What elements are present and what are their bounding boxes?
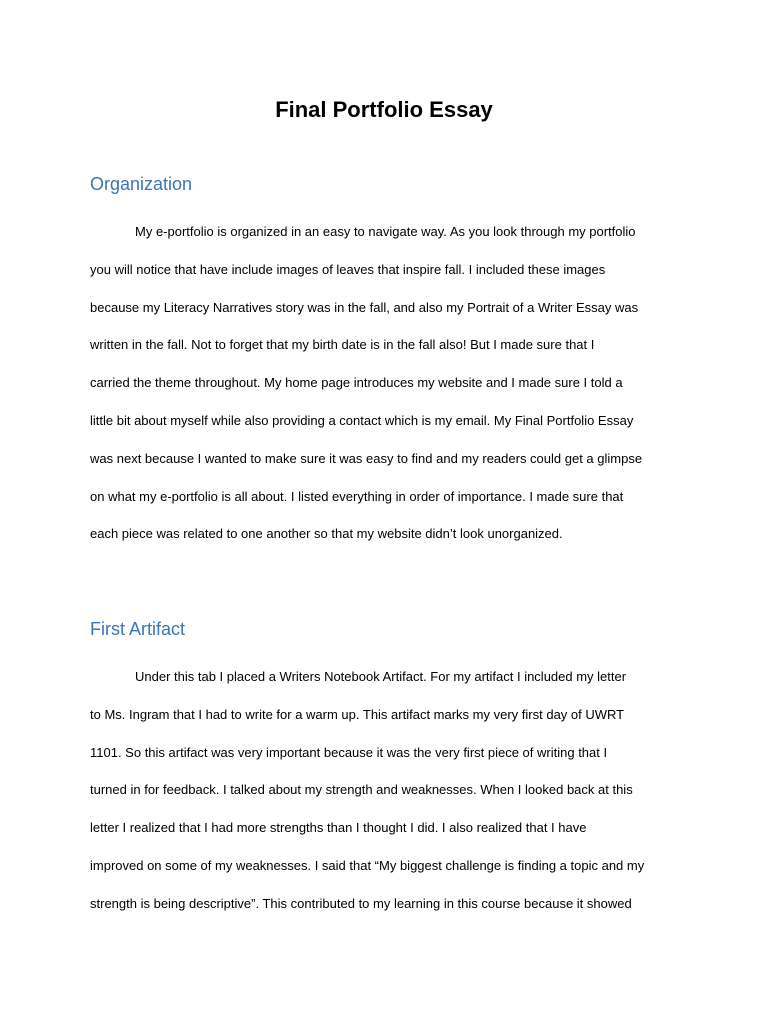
section-body-organization [90, 221, 690, 561]
text-line: turned in for feedback. I talked about my strength and weaknesses. When I looked back at this [90, 782, 633, 798]
text-line: each piece was related to one another so that my website didn’t look unorganized. [90, 526, 563, 542]
text-line: you will notice that have include images of leaves that inspire fall. I included these images [90, 261, 606, 277]
section-heading-organization: Organization [90, 174, 193, 194]
text-line: letter I realized that I had more strengths than I thought I did. I also realized that I have [90, 820, 587, 836]
page-title: Final Portfolio Essay [275, 97, 493, 122]
text-line: 1101. So this artifact was very important because it was the very first piece of writing that I [90, 744, 608, 760]
text-line: Under this tab I placed a Writers Notebook Artifact. For my artifact I included my letter [135, 669, 627, 684]
text-line: was next because I wanted to make sure it was easy to find and my readers could get a glimpse [90, 450, 643, 466]
text-line: written in the fall. Not to forget that my birth date is in the fall also! But I made sure that I [90, 337, 595, 353]
text-line: carried the theme throughout. My home page introduces my website and I made sure I told a [90, 375, 623, 391]
text-line: improved on some of my weaknesses. I said that “My biggest challenge is finding a topic and my [90, 857, 645, 873]
text-line: strength is being descriptive”. This contributed to my learning in this course because it showed [90, 895, 632, 911]
section-body-first-artifact [90, 666, 690, 931]
section-heading-first-artifact: First Artifact [90, 619, 186, 639]
text-line: My e-portfolio is organized in an easy to navigate way. As you look through my portfolio [135, 224, 636, 239]
text-line: on what my e-portfolio is all about. I listed everything in order of importance. I made sure that [90, 488, 624, 504]
text-line: because my Literacy Narratives story was in the fall, and also my Portrait of a Writer Essay was [90, 299, 639, 315]
text-line: to Ms. Ingram that I had to write for a warm up. This artifact marks my very first day of UWRT [90, 706, 625, 722]
text-line: little bit about myself while also providing a contact which is my email. My Final Portfolio Essay [90, 412, 634, 428]
